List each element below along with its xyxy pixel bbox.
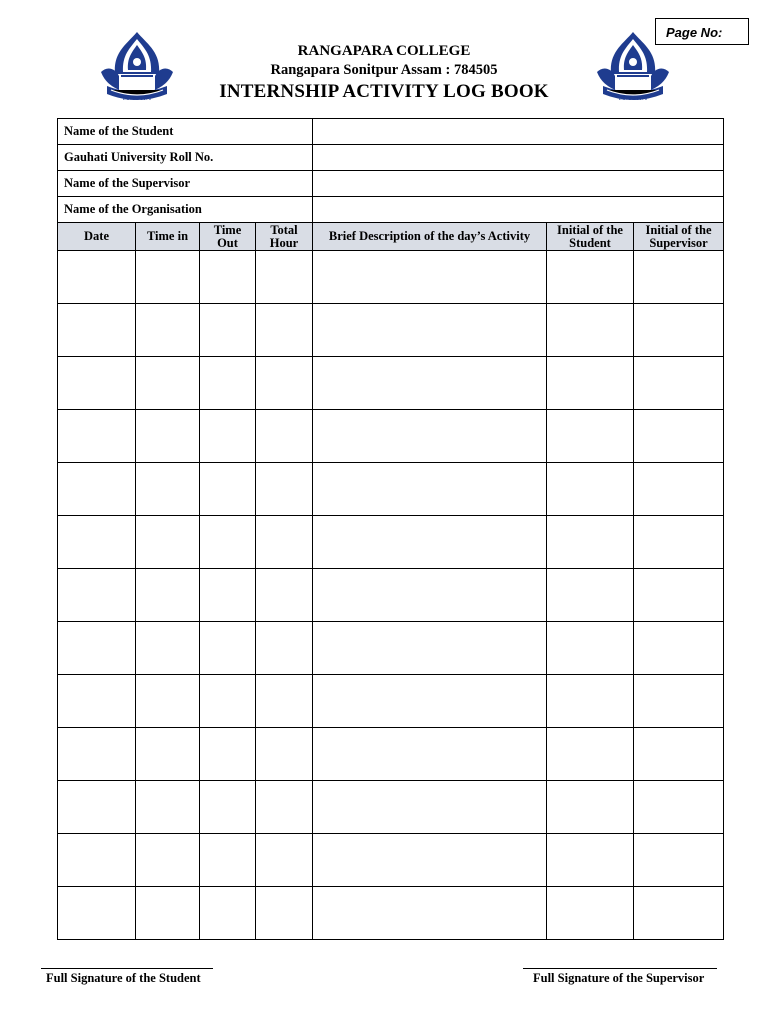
activity-cell[interactable] (313, 728, 547, 781)
time-out-cell[interactable] (200, 516, 256, 569)
activity-cell[interactable] (313, 251, 547, 304)
activity-cell[interactable] (313, 781, 547, 834)
log-table (57, 118, 724, 940)
student-initial-cell[interactable] (547, 728, 634, 781)
log-entry-row (58, 728, 724, 781)
total-hour-cell[interactable] (256, 410, 313, 463)
column-header-row (58, 223, 724, 251)
total-hour-cell[interactable] (256, 357, 313, 410)
column-header-activity: Brief Description of the day’s Activity (313, 223, 547, 251)
time-in-cell[interactable] (136, 516, 200, 569)
supervisor-initial-cell[interactable] (634, 304, 724, 357)
supervisor-initial-cell[interactable] (634, 410, 724, 463)
date-cell[interactable] (58, 887, 136, 940)
emblem-estd-text: ESTD : 1979 (122, 96, 152, 102)
date-cell[interactable] (58, 516, 136, 569)
time-in-cell[interactable] (136, 675, 200, 728)
student-initial-cell[interactable] (547, 622, 634, 675)
time-out-cell[interactable] (200, 781, 256, 834)
total-hour-cell[interactable] (256, 463, 313, 516)
emblem-estd-text: ESTD : 1979 (618, 96, 648, 102)
student-initial-cell[interactable] (547, 569, 634, 622)
college-emblem-left (97, 30, 177, 102)
column-header-supervisor-initial: Initial of the Supervisor (634, 223, 724, 251)
time-out-cell[interactable] (200, 357, 256, 410)
activity-cell[interactable] (313, 410, 547, 463)
log-entry-row (58, 834, 724, 887)
time-out-cell[interactable] (200, 834, 256, 887)
log-entry-row (58, 410, 724, 463)
total-hour-cell[interactable] (256, 675, 313, 728)
student-initial-cell[interactable] (547, 410, 634, 463)
document-header (180, 42, 588, 105)
time-out-cell[interactable] (200, 463, 256, 516)
log-entry-row (58, 516, 724, 569)
supervisor-initial-cell[interactable] (634, 728, 724, 781)
total-hour-cell[interactable] (256, 304, 313, 357)
supervisor-initial-cell[interactable] (634, 834, 724, 887)
time-in-cell[interactable] (136, 569, 200, 622)
time-in-cell[interactable] (136, 357, 200, 410)
time-out-cell[interactable] (200, 569, 256, 622)
supervisor-initial-cell[interactable] (634, 887, 724, 940)
column-header-date: Date (58, 223, 136, 251)
time-out-cell[interactable] (200, 251, 256, 304)
time-in-cell[interactable] (136, 304, 200, 357)
time-in-cell[interactable] (136, 887, 200, 940)
student-initial-cell[interactable] (547, 781, 634, 834)
student-initial-cell[interactable] (547, 463, 634, 516)
activity-cell[interactable] (313, 834, 547, 887)
info-row-roll-no (58, 145, 724, 171)
roll-number-field[interactable] (313, 145, 724, 171)
total-hour-cell[interactable] (256, 781, 313, 834)
log-entry-row (58, 569, 724, 622)
date-cell[interactable] (58, 463, 136, 516)
student-initial-cell[interactable] (547, 357, 634, 410)
college-address: Rangapara Sonitpur Assam : 784505 (270, 62, 498, 78)
student-signature-block (41, 968, 213, 986)
student-signature-label: Full Signature of the Student (46, 971, 201, 985)
supervisor-initial-cell[interactable] (634, 622, 724, 675)
date-cell[interactable] (58, 622, 136, 675)
date-cell[interactable] (58, 357, 136, 410)
date-cell[interactable] (58, 410, 136, 463)
log-entry-row (58, 251, 724, 304)
total-hour-cell[interactable] (256, 887, 313, 940)
signature-line (41, 968, 213, 969)
log-entry-row (58, 675, 724, 728)
log-entry-row (58, 357, 724, 410)
time-out-cell[interactable] (200, 410, 256, 463)
supervisor-signature-label: Full Signature of the Supervisor (533, 971, 705, 985)
date-cell[interactable] (58, 781, 136, 834)
time-out-cell[interactable] (200, 887, 256, 940)
time-out-cell[interactable] (200, 675, 256, 728)
activity-cell[interactable] (313, 357, 547, 410)
college-name: RANGAPARA COLLEGE (297, 43, 471, 59)
total-hour-cell[interactable] (256, 569, 313, 622)
time-in-cell[interactable] (136, 728, 200, 781)
info-label: Name of the Organisation (58, 197, 313, 223)
student-initial-cell[interactable] (547, 516, 634, 569)
log-entry-row (58, 781, 724, 834)
date-cell[interactable] (58, 834, 136, 887)
log-entry-row (58, 304, 724, 357)
student-initial-cell[interactable] (547, 675, 634, 728)
total-hour-cell[interactable] (256, 251, 313, 304)
log-entry-row (58, 463, 724, 516)
date-cell[interactable] (58, 675, 136, 728)
supervisor-initial-cell[interactable] (634, 781, 724, 834)
info-label: Gauhati University Roll No. (58, 145, 313, 171)
info-row-organisation (58, 197, 724, 223)
total-hour-cell[interactable] (256, 728, 313, 781)
student-name-field[interactable] (313, 119, 724, 145)
student-initial-cell[interactable] (547, 887, 634, 940)
info-label: Name of the Supervisor (58, 171, 313, 197)
total-hour-cell[interactable] (256, 516, 313, 569)
supervisor-name-field[interactable] (313, 171, 724, 197)
student-initial-cell[interactable] (547, 304, 634, 357)
supervisor-initial-cell[interactable] (634, 675, 724, 728)
time-in-cell[interactable] (136, 410, 200, 463)
info-row-student (58, 119, 724, 145)
time-in-cell[interactable] (136, 463, 200, 516)
activity-cell[interactable] (313, 887, 547, 940)
activity-cell[interactable] (313, 675, 547, 728)
activity-cell[interactable] (313, 569, 547, 622)
supervisor-initial-cell[interactable] (634, 357, 724, 410)
total-hour-cell[interactable] (256, 834, 313, 887)
activity-cell[interactable] (313, 516, 547, 569)
date-cell[interactable] (58, 304, 136, 357)
supervisor-initial-cell[interactable] (634, 569, 724, 622)
student-initial-cell[interactable] (547, 251, 634, 304)
supervisor-initial-cell[interactable] (634, 516, 724, 569)
time-out-cell[interactable] (200, 304, 256, 357)
info-row-supervisor (58, 171, 724, 197)
time-in-cell[interactable] (136, 251, 200, 304)
activity-cell[interactable] (313, 622, 547, 675)
info-label: Name of the Student (58, 119, 313, 145)
student-initial-cell[interactable] (547, 834, 634, 887)
time-in-cell[interactable] (136, 622, 200, 675)
date-cell[interactable] (58, 251, 136, 304)
time-out-cell[interactable] (200, 622, 256, 675)
date-cell[interactable] (58, 728, 136, 781)
activity-cell[interactable] (313, 463, 547, 516)
column-header-student-initial: Initial of the Student (547, 223, 634, 251)
time-out-cell[interactable] (200, 728, 256, 781)
page-number-label: Page No: (666, 25, 723, 40)
column-header-total-hour: Total Hour (256, 223, 313, 251)
supervisor-initial-cell[interactable] (634, 251, 724, 304)
time-in-cell[interactable] (136, 781, 200, 834)
activity-cell[interactable] (313, 304, 547, 357)
organisation-name-field[interactable] (313, 197, 724, 223)
signature-line (523, 968, 717, 969)
date-cell[interactable] (58, 569, 136, 622)
document-title: INTERNSHIP ACTIVITY LOG BOOK (219, 81, 549, 102)
college-emblem-right (593, 30, 673, 102)
total-hour-cell[interactable] (256, 622, 313, 675)
supervisor-initial-cell[interactable] (634, 463, 724, 516)
column-header-time-out: Time Out (200, 223, 256, 251)
time-in-cell[interactable] (136, 834, 200, 887)
column-header-time-in: Time in (136, 223, 200, 251)
supervisor-signature-block (523, 968, 717, 986)
log-entry-row (58, 887, 724, 940)
log-entry-row (58, 622, 724, 675)
